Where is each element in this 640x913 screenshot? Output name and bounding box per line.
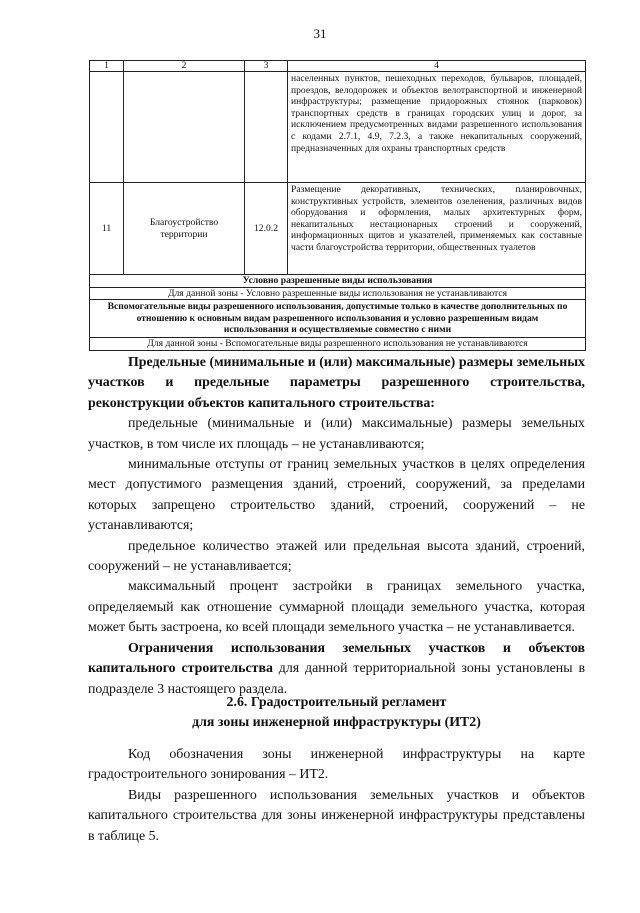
row-code: 12.0.2 (245, 183, 288, 275)
paragraph: Виды разрешенного использования земельных участков и объектов капитального строительства для зоны инженерной инфраструктуры представлены в таблице 5. (88, 787, 585, 844)
section-title-line-2: для зоны инженерной инфраструктуры (ИТ2) (192, 715, 481, 731)
paragraph: максимальный процент застройки в границах земельного участка, определяемый как отношение суммарной площади земельного участка, которая может быть застроена, ко всей площади земельного участка – не устанавливается. (88, 579, 585, 636)
auxiliary-note: Для данной зоны - Вспомогательные виды разрешенного использования не устанавливаются (90, 337, 586, 350)
row-continued-description: населенных пунктов, пешеходных переходов, бульваров, площадей, проездов, велодорожек и объектов велотранспортной и инженерной инфраструктуры; размещение придорожных стоянок (парковок) транспортных средств в границах городских улиц и дорог, за исключением предусмотренных видами разрешенного использования с кодами 2.7.1, 4.9, 7.2.3, а также некапитальных сооружений, предназначенных для охраны транспортных средств (288, 72, 586, 183)
conditional-note: Для данной зоны - Условно разрешенные виды использования не устанавливаются (90, 287, 586, 300)
section-title-line-1: 2.6. Градостроительный регламент (226, 695, 447, 710)
row-name: Благоустройство территории (124, 183, 245, 275)
table-row (90, 183, 586, 275)
main-text (88, 353, 585, 700)
header-cell-2: 2 (124, 61, 245, 72)
table-row (90, 275, 586, 288)
zone-text (88, 745, 585, 847)
paragraph: предельные (минимальные и (или) максимальные) размеры земельных участков, в том числе их площадь – не устанавливаются; (88, 416, 585, 452)
restrictions-bold: Ограничения использования земельных участков и объектов капитального строительства (88, 640, 585, 677)
restrictions-rest: для данной территориальной зоны установлены в подразделе 3 настоящего раздела. (88, 661, 586, 697)
header-cell-1: 1 (90, 61, 124, 72)
auxiliary-title: Вспомогательные виды разрешенного использования, допустимые только в качестве дополнительных по отношению к основным видам разрешенного использования и условно разрешенным видам использования и осуществляемые совместно с ними (90, 300, 586, 338)
row-description: Размещение декоративных, технических, планировочных, конструктивных устройств, элементов озеленения, различных видов оборудования и оформления, малых архитектурных форм, некапитальных нестационарных строений и сооружений, информационных щитов и указателей, применяемых как составные части благоустройства территории, общественных туалетов (288, 183, 586, 275)
table-row (90, 72, 586, 183)
conditional-title: Условно разрешенные виды использования (90, 275, 586, 288)
table-header-row (90, 61, 586, 72)
paragraph: предельное количество этажей или предельная высота зданий, строений, сооружений – не устанавливается; (88, 538, 585, 575)
paragraph: Код обозначения зоны инженерной инфраструктуры на карте градостроительного зонирования – ИТ2. (88, 747, 585, 783)
header-cell-4: 4 (288, 61, 586, 72)
paragraph: минимальные отступы от границ земельных участков в целях определения мест допустимого размещения зданий, строений, сооружений, за пределами которых запрещено строительство зданий, строений, сооружений – не устанавливаются; (88, 457, 585, 534)
table-row (90, 300, 586, 338)
page-number: 31 (313, 26, 327, 41)
table-row (90, 337, 586, 350)
table-row (90, 287, 586, 300)
header-cell-3: 3 (245, 61, 288, 72)
land-use-table (89, 60, 586, 351)
limits-heading: Предельные (минимальные и (или) максимальные) размеры земельных участков и предельные параметры разрешенного строительства, реконструкции объектов капитального строительства: (88, 355, 585, 411)
section-title (88, 693, 585, 734)
row-number: 11 (90, 183, 124, 275)
restrictions-paragraph (88, 639, 585, 700)
